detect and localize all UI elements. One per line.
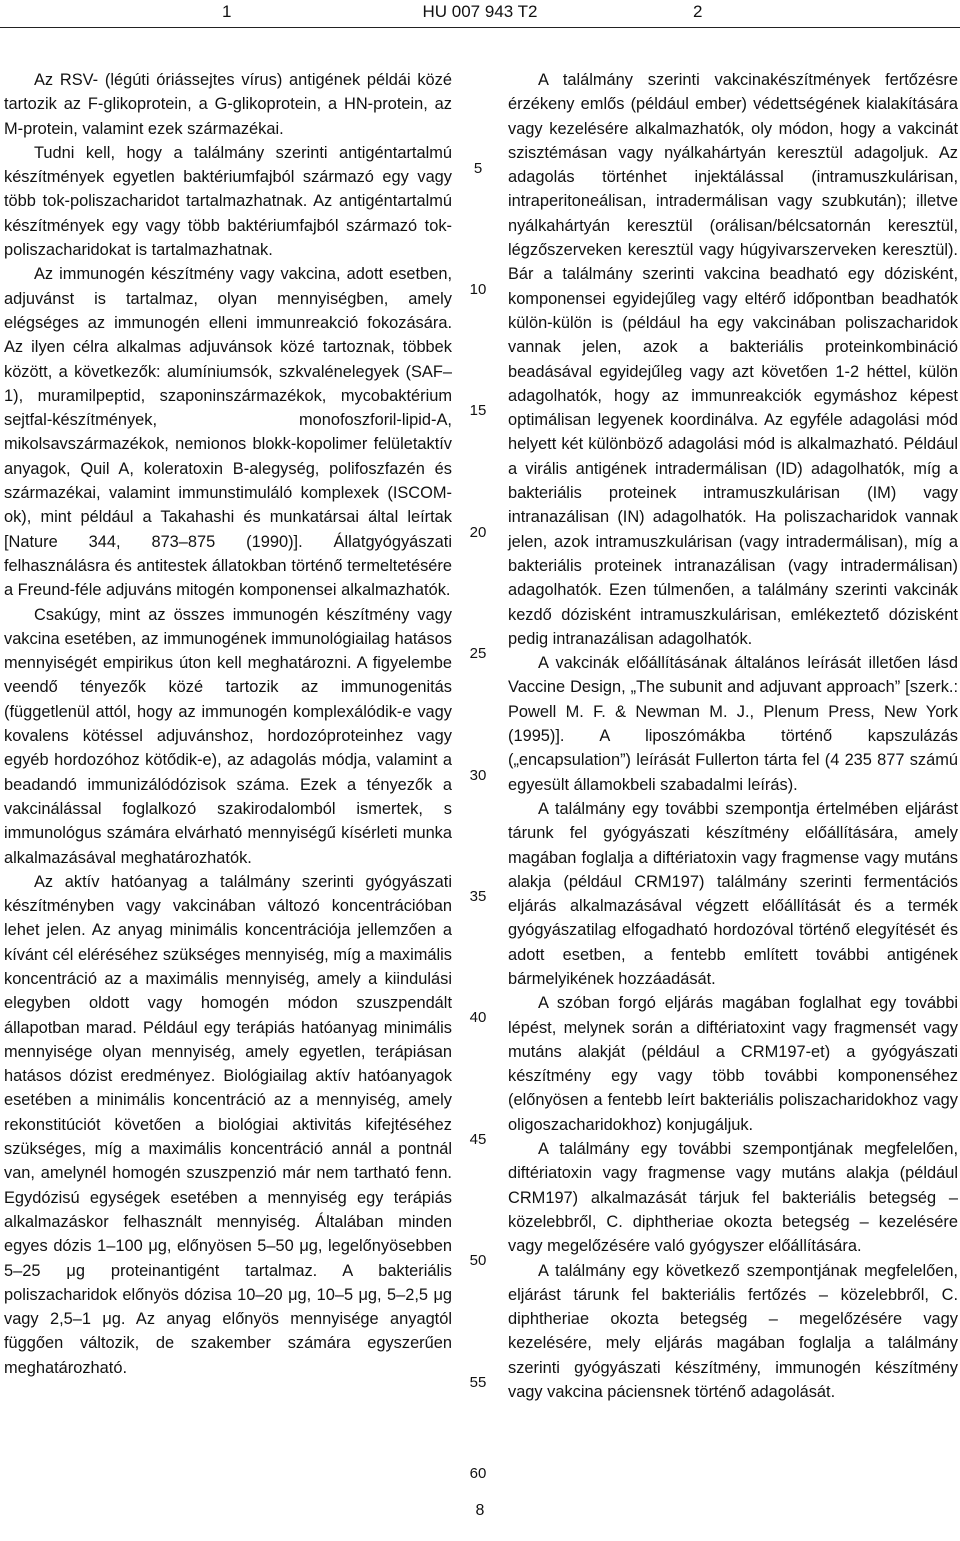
- line-number: 15: [469, 402, 487, 419]
- paragraph: Tudni kell, hogy a találmány szerinti antigéntartalmú készítmények egyetlen baktériumfajból származó egy vagy több tok-poliszacharidot tartalmazhatnak. Az antigéntartalmú készítmények egy vagy több baktériumfajból származó tok-poliszacharidokat is tartalmazhatnak.: [4, 143, 452, 260]
- line-number: 30: [469, 767, 487, 784]
- paragraph: A találmány egy további szempontja értelmében eljárást tárunk fel gyógyászati készítmény előállítására, amely magában foglalja a diftériatoxin vagy fragmense vagy mutáns alakja (például CRM197) találmány szerinti fermentációs eljárás alkalmazásával végzett előállítását és a termék gyógyászatilag elfogadható hordozóval történő elegyítését és adott esetben, a fentebb említett további antigének bármelyikének hozzáadását.: [508, 799, 958, 988]
- paragraph: A vakcinák előállításának általános leírását illetően lásd Vaccine Design, „The subunit and adjuvant approach” [szerk.: Powell M. F. & Newman M. J., Plenum Press, New York (1995)]. A liposzómákba történő kapszulázás („encapsulation”) leírását Fullerton tárta fel (4 235 877 számú egyesült államokbeli szabadalmi leírás).: [508, 654, 958, 794]
- line-number: 40: [469, 1009, 487, 1026]
- line-number: 20: [469, 524, 487, 541]
- page-header: [0, 0, 960, 30]
- line-number: 25: [469, 645, 487, 662]
- left-column: [4, 68, 452, 1380]
- footer-page-number: 8: [475, 1502, 485, 1519]
- right-column: [508, 68, 958, 1404]
- paragraph: Csakúgy, mint az összes immunogén készítmény vagy vakcina esetében, az immunogének immunológiailag hatásos mennyiségét empirikus úton kell meghatározni. A figyelembe veendő tényezők közé tartozik az immunogenitás (függetlenül attól, hogy az immunogén komplexálódik-e vagy kovalens kötéssel adjuvánshoz, hordozóproteinhez vagy egyéb hordozóhoz kötődik-e), az adagolás módja, valamint a beadandó immunizálódózisok száma. Ezek a tényezők a vakcinálással foglalkozó szakirodalomból ismertek, s immunológus számára elvárható mennyiségű kísérleti munka alkalmazásával meghatározhatók.: [4, 605, 452, 867]
- paragraph: A találmány egy további szempontjának megfelelően, diftériatoxin vagy fragmense vagy mutáns alakja (például CRM197) alkalmazását tárjuk fel bakteriális betegség – közelebbről, C. diphtheriae okozta betegség – kezelésére vagy megelőzésére való gyógyszer előállítására.: [508, 1140, 958, 1256]
- page-footer: [0, 1502, 960, 1520]
- document-id: HU 007 943 T2: [422, 2, 538, 21]
- page-number-left: 1: [222, 2, 232, 21]
- paragraph: Az aktív hatóanyag a találmány szerinti gyógyászati készítményben vagy vakcinában változó koncentrációban lehet jelen. Az anyag minimális koncentrációja jellemzően a kívánt cél eléréséhez szükséges mennyiség, míg a maximális koncentráció az a maximális mennyiség, amely a kiindulási elegyben oldott vagy homogén módon szuszpendált állapotban marad. Például egy terápiás hatóanyag minimális mennyisége olyan mennyiség, amely egyetlen, terápiásan hatásos dózist eredményez. Biológiailag aktív hatóanyagok esetében a minimális koncentráció az a mennyiség, amely rekonstitúciót követően a biológiai aktivitás kifejtéséhez szükséges, míg a maximális koncentráció annál a pontnál van, amelynél homogén szuszpenzió már nem tartható fenn. Egydózisú egységek esetében a mennyiség egy terápiás alkalmazáskor felhasznált mennyiség. Általában minden egyes dózis 1–100 μg, előnyösen 5–50 μg, legelőnyösebben 5–25 μg proteinantigént tartalmaz. A bakteriális poliszacharidok előnyös dózisa 10–20 μg, 10–5 μg, 5–2,5 μg vagy 2,5–1 μg. Az anyag előnyös mennyisége anyagtól függően változik, de szakember számára egyszerűen meghatározható.: [4, 872, 452, 1377]
- paragraph: Az immunogén készítmény vagy vakcina, adott esetben, adjuvánst is tartalmaz, olyan mennyiségben, amely elégséges az immunogén elleni immunreakció fokozására. Az ilyen célra alkalmas adjuvánsok közé tartoznak, többek között, a következők: alumíniumsók, szkvalénelegyek (SAF–1), muramilpeptid, szaponinszármazékok, mycobaktérium sejtfal-készítmények, monofoszforil-lipid-A, mikolsavszármazékok, nemionos blokk-kopolimer felületaktív anyagok, Quil A, koleratoxin B-alegység, polifoszfazén és származékai, valamint immunstimuláló komplexek (ISCOM-ok), mint például a Takahashi és munkatársai által leírtak [Nature 344, 873–875 (1990)]. Állatgyógyászati felhasználásra és antitestek állatokban történő termeltetésére a Freund-féle adjuváns mitogén komponensei alkalmazhatók.: [4, 265, 452, 600]
- line-number: 55: [469, 1374, 487, 1391]
- page-number-right: 2: [693, 2, 703, 21]
- paragraph: A szóban forgó eljárás magában foglalhat egy további lépést, melynek során a diftériatoxint vagy fragmensét vagy mutáns alakját (például a CRM197-et) a gyógyászati készítmény egy vagy több további komponenséhez (előnyösen a fentebb leírt bakteriális poliszacharidokhoz vagy oligoszacharidokhoz) konjugáljuk.: [508, 994, 958, 1134]
- line-number: 45: [469, 1131, 487, 1148]
- line-number: 35: [469, 888, 487, 905]
- paragraph: Az RSV- (légúti óriássejtes vírus) antigének példái közé tartozik az F-glikoprotein, a G-glikoprotein, a HN-protein, az M-protein, valamint ezek származékai.: [4, 71, 452, 138]
- paragraph: A találmány szerinti vakcinakészítmények fertőzésre érzékeny emlős (például ember) védettségének kialakítására vagy kezelésére alkalmazhatók, oly módon, hogy a vakcinát szisztémásan vagy nyálkahártyán keresztül adagoljuk. Az adagolás történhet injektálással (intramuszkulárisan, intraperitoneálisan, intradermálisan vagy szubkután); illetve nyálkahártyán keresztül (orálisan/bélcsatornán keresztül, légzőszerveken keresztül vagy húgyivarszerveken keresztül). Bár a találmány szerinti vakcina beadható egy dózisként, komponensei egyidejűleg vagy eltérő időpontban beadhatók külön-külön is (például ha egy vakcinában poliszacharidok vannak jelen, azok a bakteriális proteinkombináció beadásával egyidejűleg vagy azt követően 1-2 héttel, külön adagolhatók, hogy az immunreakciók egymáshoz képest optimálisan legyenek koordinálva. Az egyféle adagolási mód helyett két különböző adagolási mód is alkalmazható. Például a virális antigének intradermálisan (ID) adagolhatók, míg a bakteriális proteinek intramuszkulárisan (IM) vagy intranazálisan (IN) adagolhatók. Ha poliszacharidok vannak jelen, azok intramuszkulárisan (vagy intradermálisan), míg a bakteriális proteinek intranazálisan (vagy intradermálisan) adagolhatók. Ezen túlmenően, a találmány szerinti vakcinák kezdő dózisként intramuszkulárisan, emlékeztető dózisként pedig intranazálisan adagolhatók.: [508, 71, 958, 648]
- line-number: 5: [473, 160, 483, 177]
- header-rule: [0, 27, 960, 28]
- line-number: 50: [469, 1252, 487, 1269]
- line-number: 60: [469, 1465, 487, 1482]
- line-number: 10: [469, 281, 487, 298]
- paragraph: A találmány egy következő szempontjának megfelelően, eljárást tárunk fel bakteriális fertőzés – közelebbről, C. diphtheriae okozta betegség – megelőzésére vagy kezelésére, mely eljárás magában foglalja a találmány szerinti gyógyászati készítmény, immunogén készítmény vagy vakcina páciensnek történő adagolását.: [508, 1261, 958, 1402]
